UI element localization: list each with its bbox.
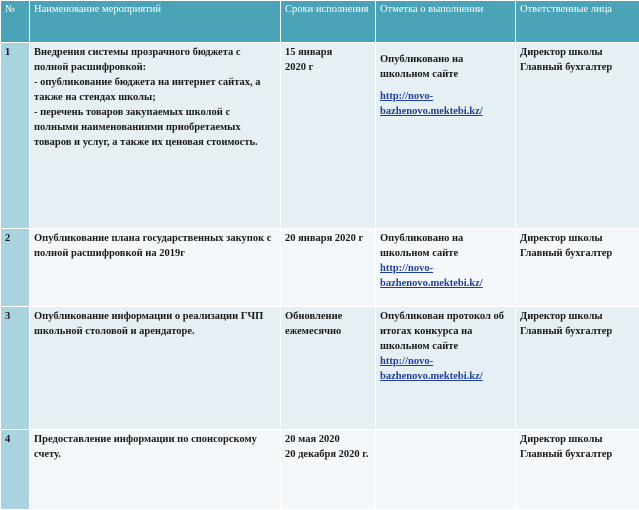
row-number: 2 [1,229,30,307]
status-cell [376,307,516,430]
event-cell: Опубликование плана государственных закупок с полной расшифровкой на 2019г [30,229,281,307]
responsible-cell: Директор школы Главный бухгалтер [516,307,639,430]
table-row [1,229,639,307]
table-row [1,307,639,430]
responsible-cell: Директор школы Главный бухгалтер [516,430,639,510]
status-text: Опубликован протокол об итогах конкурса на школьном сайте [380,311,505,352]
header-deadline: Сроки исполнения [281,1,376,43]
event-cell: Внедрения системы прозрачного бюджета с полной расшифровкой: - опубликование бюджета на интернет сайтах, а также на стендах школы; - перечень товаров закупаемых школой с полными наименованиями приобретаемых товаров и услуг, а также их ценовая стоимость. [30,43,281,229]
row-number: 3 [1,307,30,430]
row-number: 4 [1,430,30,510]
row-number: 1 [1,43,30,229]
school-site-link[interactable]: http://novo-bazhenovo.mektebi.kz/ [380,356,483,382]
header-event: Наименование мероприятий [30,1,281,43]
status-cell [376,430,516,510]
deadline-cell: 20 мая 2020 20 декабря 2020 г. [281,430,376,510]
header-num: № [1,1,30,43]
responsible-cell: Директор школы Главный бухгалтер [516,229,639,307]
school-site-link[interactable]: http://novo-bazhenovo.mektebi.kz/ [380,91,483,117]
table-row [1,43,639,229]
deadline-cell: Обновление ежемесячно [281,307,376,430]
status-text: Опубликовано на школьном сайте [380,54,464,80]
event-cell: Опубликование информации о реализации ГЧП школьной столовой и арендаторе. [30,307,281,430]
status-text: Опубликовано на школьном сайте [380,233,464,259]
deadline-cell: 15 января 2020 г [281,43,376,229]
event-cell: Предоставление информации по спонсорскому счету. [30,430,281,510]
status-cell [376,229,516,307]
table-row [1,430,639,510]
responsible-cell: Директор школы Главный бухгалтер [516,43,639,229]
header-row [1,1,639,43]
header-status: Отметка о выполнении [376,1,516,43]
school-site-link[interactable]: http://novo-bazhenovo.mektebi.kz/ [380,263,483,289]
header-responsible: Ответственные лица [516,1,639,43]
status-cell [376,43,516,229]
deadline-cell: 20 января 2020 г [281,229,376,307]
